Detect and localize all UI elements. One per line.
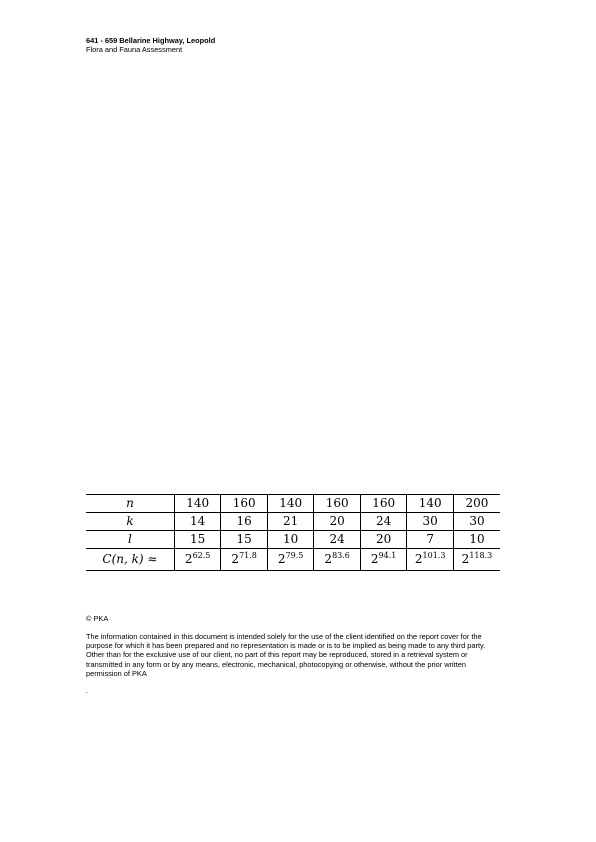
table-cell: 15 bbox=[174, 531, 221, 549]
table-cell: 20 bbox=[314, 513, 361, 531]
row-label-l: l bbox=[86, 531, 174, 549]
power-cell bbox=[314, 549, 361, 571]
parameter-table-wrapper bbox=[86, 494, 500, 571]
power-cell bbox=[267, 549, 314, 571]
power-base: 2 bbox=[461, 552, 470, 566]
power-base: 2 bbox=[184, 552, 193, 566]
power-exponent: 62.5 bbox=[192, 551, 211, 560]
row-label-n: n bbox=[86, 495, 174, 513]
table-cell: 21 bbox=[267, 513, 314, 531]
power-base: 2 bbox=[324, 552, 333, 566]
report-title: 641 - 659 Bellarine Highway, Leopold bbox=[86, 36, 216, 45]
power-base: 2 bbox=[277, 552, 286, 566]
table-cell: 16 bbox=[221, 513, 268, 531]
table-cell: 30 bbox=[407, 513, 454, 531]
table-row-n bbox=[86, 495, 500, 513]
table-cell: 160 bbox=[360, 495, 407, 513]
power-base: 2 bbox=[231, 552, 240, 566]
parameter-table bbox=[86, 494, 500, 571]
table-cell: 10 bbox=[453, 531, 500, 549]
table-cell: 14 bbox=[174, 513, 221, 531]
power-exponent: 94.1 bbox=[378, 551, 397, 560]
table-cell: 7 bbox=[407, 531, 454, 549]
table-cell: 15 bbox=[221, 531, 268, 549]
trailing-mark: . bbox=[86, 686, 89, 695]
power-exponent: 101.3 bbox=[422, 551, 446, 560]
power-cell bbox=[360, 549, 407, 571]
power-cell bbox=[407, 549, 454, 571]
report-subtitle: Flora and Fauna Assessment bbox=[86, 45, 183, 54]
table-row-k bbox=[86, 513, 500, 531]
power-cell bbox=[453, 549, 500, 571]
table-cell: 140 bbox=[407, 495, 454, 513]
table-cell: 20 bbox=[360, 531, 407, 549]
power-exponent: 71.8 bbox=[239, 551, 257, 560]
table-cell: 160 bbox=[314, 495, 361, 513]
table-cell: 200 bbox=[453, 495, 500, 513]
row-label-k: k bbox=[86, 513, 174, 531]
copyright-notice: © PKA bbox=[86, 614, 109, 623]
power-cell bbox=[221, 549, 268, 571]
table-cell: 10 bbox=[267, 531, 314, 549]
power-exponent: 83.6 bbox=[332, 551, 350, 560]
table-row-l bbox=[86, 531, 500, 549]
power-exponent: 79.5 bbox=[285, 551, 304, 560]
power-cell bbox=[174, 549, 221, 571]
table-cell: 140 bbox=[267, 495, 314, 513]
table-cell: 24 bbox=[360, 513, 407, 531]
table-cell: 140 bbox=[174, 495, 221, 513]
table-cell: 24 bbox=[314, 531, 361, 549]
power-exponent: 118.3 bbox=[469, 551, 493, 560]
disclaimer-text: The information contained in this document is intended solely for the use of the client identified on the report cover for the purpose for which it has been prepared and no representation is made or is to be implied as being made to any third party. Other than for the exclusive use of our client, no part of this report may be reproduced, stored in a retrieval system or transmitted in any form or by any means, electronic, mechanical, photocopying or otherwise, without the prior written permission of PKA bbox=[86, 632, 486, 678]
table-row-cost bbox=[86, 549, 500, 571]
row-label-cost: C(n, k) ≈ bbox=[86, 549, 174, 571]
power-base: 2 bbox=[370, 552, 379, 566]
power-base: 2 bbox=[414, 552, 423, 566]
table-cell: 30 bbox=[453, 513, 500, 531]
table-cell: 160 bbox=[221, 495, 268, 513]
page-header bbox=[86, 36, 215, 54]
